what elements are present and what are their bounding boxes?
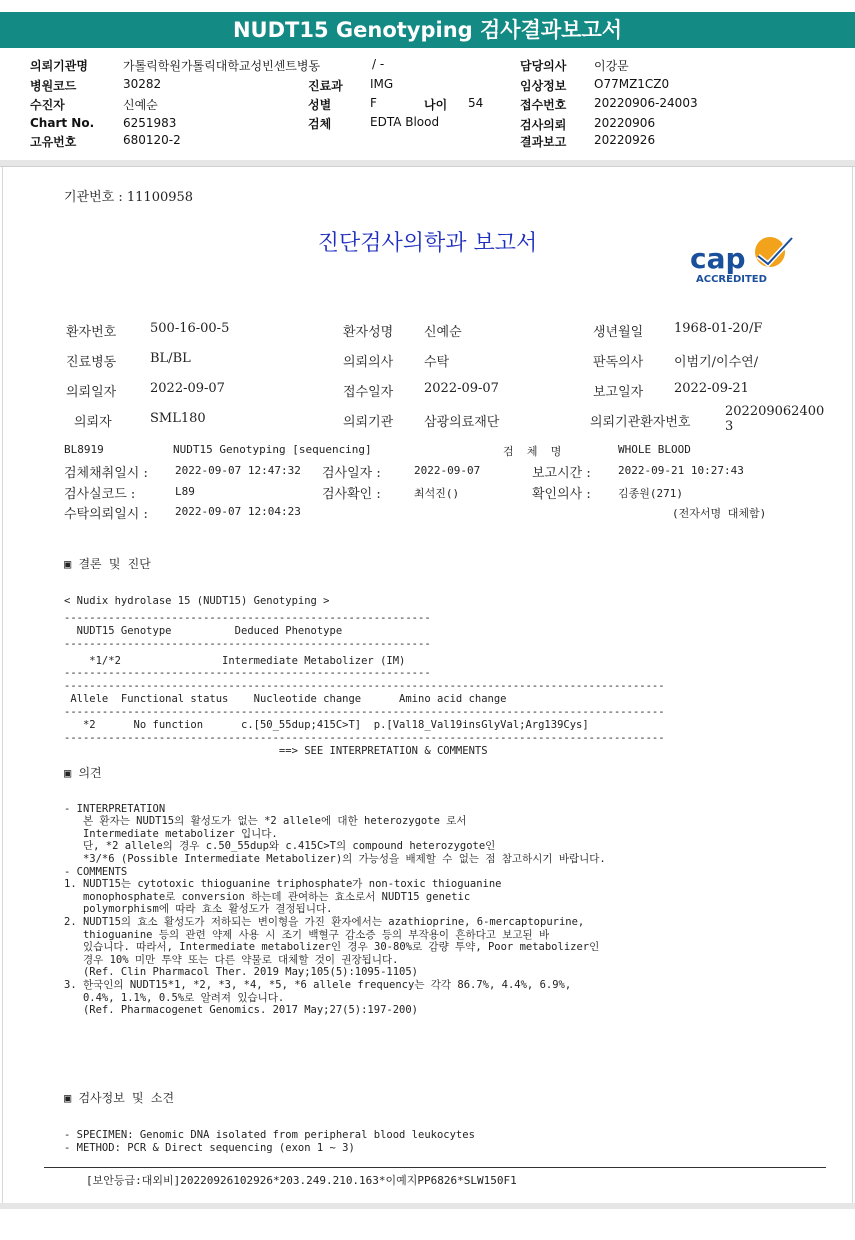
opinion-line: 2. NUDT15의 효소 활성도가 저하되는 변이형을 가진 환자에서는 azathioprine, 6-mercaptopurine, [64, 915, 585, 928]
frame-bottom [0, 1203, 855, 1209]
frame-left [2, 167, 3, 1203]
info-label: 환자번호 [66, 325, 117, 340]
info-value: 202209062400 [725, 404, 825, 419]
info-label: 접수일자 [343, 385, 394, 400]
info-label: 판독의사 [593, 355, 644, 370]
info-label: 진료병동 [66, 355, 117, 370]
opinion-line: (Ref. Clin Pharmacol Ther. 2019 May;105(5):1095-1105) [64, 966, 419, 979]
opinion-line: (Ref. Pharmacogenet Genomics. 2017 May;27(5):197-200) [64, 1004, 419, 1017]
confirm-doctor: 김종원(271) [618, 487, 683, 500]
collect-label: 검체채취일시 : [64, 466, 148, 481]
cap-logo-icon [688, 234, 798, 286]
dept: IMG [370, 77, 394, 91]
request-date: 20220906 [594, 116, 656, 130]
opinion-line: 본 환자는 NUDT15의 활성도가 없는 *2 allele에 대한 heterozygote 로서 [64, 815, 467, 828]
chart: 6251983 [123, 116, 177, 130]
opinion-line: *3/*6 (Possible Intermediate Metabolizer)의 가능성을 배제할 수 없는 점 참고하시기 바랍니다. [64, 852, 606, 865]
result-label: 결과보고 [520, 135, 567, 149]
receipt-label: 접수번호 [520, 98, 567, 112]
result-line: ---------------------------------------------------------- [64, 637, 431, 650]
ordering-org-extra: / - [372, 57, 385, 71]
confirm-dr-label: 확인의사 : [532, 487, 591, 502]
collect-time: 2022-09-07 12:47:32 [175, 464, 301, 477]
opinion-line: Intermediate metabolizer 입니다. [64, 827, 278, 840]
info-label: 의뢰기관 [343, 415, 394, 430]
result-line: ----------------------------------------------------------------------------------------------- [64, 680, 665, 693]
clinical: O77MZ1CZ0 [594, 77, 670, 91]
confirm-label: 검사확인 : [322, 487, 381, 502]
info-value: 500-16-00-5 [150, 321, 230, 336]
doctor-label: 담당의사 [520, 59, 567, 73]
result-line: < Nudix hydrolase 15 (NUDT15) Genotyping > [64, 594, 330, 607]
info-label: 생년월일 [593, 325, 644, 340]
result-line: ---------------------------------------------------------- [64, 611, 431, 624]
security-footer: [보안등급:대외비]20220926102926*203.249.210.163*이예지PP6826*SLW150F1 [86, 1174, 517, 1187]
info-value: SML180 [150, 411, 206, 426]
testdate: 2022-09-07 [414, 464, 481, 477]
age: 54 [468, 96, 484, 110]
org-number: 기관번호 : 11100958 [64, 190, 194, 205]
opinion-line: polymorphism에 따라 효소 활성도가 결정됩니다. [64, 903, 333, 916]
test-code: BL8919 [64, 443, 104, 456]
opinion-line: 단, *2 allele의 경우 c.50_55dup와 c.415C>T의 compound heterozygote인 [64, 840, 496, 853]
info-value: 삼광의료재단 [424, 415, 500, 430]
clinical-label: 임상정보 [520, 79, 567, 93]
uid: 680120-2 [123, 133, 181, 147]
footer-divider [44, 1167, 826, 1168]
opinion-text [64, 790, 606, 1029]
confirm-person: 최석진() [414, 487, 460, 500]
cap-logo-word: cap [690, 242, 746, 275]
info-label: 의뢰의사 [343, 355, 394, 370]
info-value: 수탁 [424, 355, 450, 370]
reporttime-label: 보고시간 : [532, 466, 591, 481]
opinion-line: thioguanine 등의 관련 약제 사용 시 조기 백혈구 감소증 등의 부작용이 흔하다고 보고된 바 [64, 928, 550, 941]
specimen: EDTA Blood [370, 115, 440, 129]
frame-right [852, 167, 853, 1203]
receipt: 20220906-24003 [594, 96, 698, 110]
result-line: NUDT15 Genotype Deduced Phenotype [64, 624, 343, 637]
info-label: 의뢰일자 [66, 385, 117, 400]
opinion-line: - INTERPRETATION [64, 802, 166, 815]
section-method-title: ▣ 검사정보 및 소견 [64, 1091, 175, 1105]
method-line: - SPECIMEN: Genomic DNA isolated from peripheral blood leukocytes [64, 1129, 475, 1141]
opinion-line: 3. 한국인의 NUDT15*1, *2, *3, *4, *5, *6 allele frequency는 각각 86.7%, 4.4%, 6.9%, [64, 978, 572, 991]
esign-note: (전자서명 대체함) [672, 507, 767, 520]
room-label: 검사실코드 : [64, 487, 136, 502]
info-value-wrap: 3 [725, 419, 734, 434]
opinion-line: 경우 10% 미만 투약 또는 다른 약물로 대체할 것이 권장됩니다. [64, 953, 399, 966]
opinion-line: 1. NUDT15는 cytotoxic thioguanine triphosphate가 non-toxic thioguanine [64, 878, 502, 891]
testdate-label: 검사일자 : [322, 466, 381, 481]
result-line: ---------------------------------------------------------- [64, 667, 431, 680]
header-divider-line [0, 166, 855, 167]
age-label: 나이 [424, 98, 448, 112]
request-label: 검사의뢰 [520, 118, 567, 132]
hospital-code-label: 병원코드 [30, 79, 77, 93]
info-value: 신예순 [424, 325, 462, 340]
ordering-org: 가톨릭학원가톨릭대학교성빈센트병동 [123, 59, 321, 73]
result-line: *1/*2 Intermediate Metabolizer (IM) [64, 654, 406, 667]
info-value: 2022-09-07 [150, 381, 225, 396]
chart-label: Chart No. [30, 116, 95, 130]
opinion-line: monophosphate로 conversion 하는데 관여하는 효소로서 NUDT15 genetic [64, 890, 471, 903]
cap-logo-sub: ACCREDITED [696, 274, 767, 285]
info-label: 환자성명 [343, 325, 394, 340]
ordering-org-label: 의뢰기관명 [30, 59, 88, 73]
result-line: ==> SEE INTERPRETATION & COMMENTS [64, 744, 488, 757]
section-result-title: ▣ 결론 및 진단 [64, 557, 151, 571]
result-line: *2 No function c.[50_55dup;415C>T] p.[Val18_Val19insGlyVal;Arg139Cys] [64, 719, 589, 732]
info-value: BL/BL [150, 351, 191, 366]
patient: 신예순 [123, 98, 158, 112]
test-name: NUDT15 Genotyping [sequencing] [173, 443, 372, 456]
result-table [64, 582, 665, 771]
result-line: ----------------------------------------------------------------------------------------------- [64, 731, 665, 744]
sex: F [370, 96, 377, 110]
uid-label: 고유번호 [30, 135, 77, 149]
reporttime: 2022-09-21 10:27:43 [618, 464, 744, 477]
info-value: 이범기/이수연/ [674, 355, 759, 370]
result-line: ----------------------------------------------------------------------------------------------- [64, 706, 665, 719]
cap-accredited-logo [688, 234, 798, 286]
hospital-code: 30282 [123, 77, 162, 91]
recv-time: 2022-09-07 12:04:23 [175, 505, 301, 518]
test-specimen: WHOLE BLOOD [618, 443, 691, 456]
result-date: 20220926 [594, 133, 656, 147]
sex-label: 성별 [308, 98, 332, 112]
opinion-line: 0.4%, 1.1%, 0.5%로 알려져 있습니다. [64, 991, 285, 1004]
document-title: 진단검사의학과 보고서 [317, 231, 538, 256]
opinion-line: 있습니다. 따라서, Intermediate metabolizer인 경우 30-80%로 감량 투약, Poor metabolizer인 [64, 941, 600, 954]
info-value: 1968-01-20/F [674, 321, 763, 336]
test-specimen-label: 검 체 명 [503, 445, 562, 458]
patient-label: 수진자 [30, 98, 65, 112]
section-opinion-title: ▣ 의견 [64, 766, 102, 780]
method-text [64, 1116, 475, 1168]
opinion-line: - COMMENTS [64, 865, 128, 878]
dept-label: 진료과 [308, 79, 343, 93]
room-code: L89 [175, 485, 195, 498]
specimen-label: 검체 [308, 117, 332, 131]
method-line: - METHOD: PCR & Direct sequencing (exon 1 ~ 3) [64, 1142, 355, 1154]
recv-label: 수탁의뢰일시 : [64, 507, 148, 522]
doctor: 이강문 [594, 59, 629, 73]
info-value: 2022-09-21 [674, 381, 749, 396]
report-title-bar: NUDT15 Genotyping 검사결과보고서 [0, 12, 855, 48]
result-line: Allele Functional status Nucleotide change Amino acid change [64, 693, 507, 706]
info-label: 보고일자 [593, 385, 644, 400]
info-label: 의뢰기관환자번호 [590, 415, 691, 430]
info-value: 2022-09-07 [424, 381, 499, 396]
info-label: 의뢰자 [74, 415, 112, 430]
